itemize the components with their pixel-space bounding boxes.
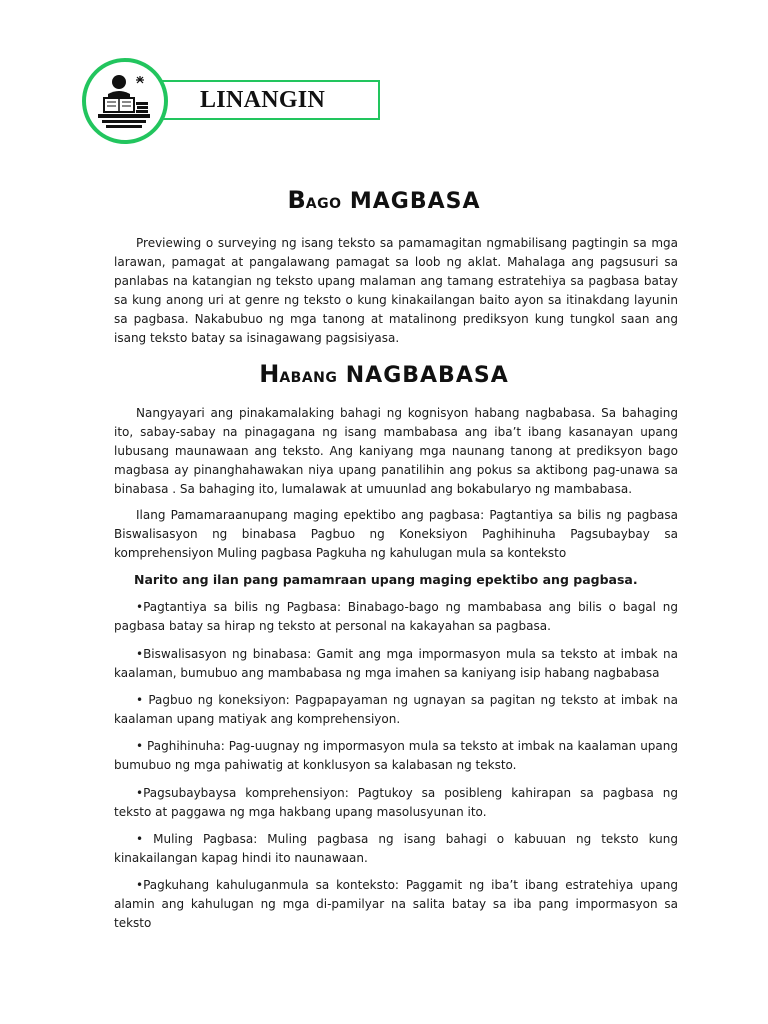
list-item: • Paghihinuha: Pag-uugnay ng impormasyon mula sa teksto at imbak na kaalaman upang bumubuo ng mga pahiwatig at konklusyon sa kalabasan ng teksto.: [114, 739, 678, 772]
heading-small-caps: ABANG: [279, 370, 338, 386]
list-item: •Pagkuhang kahuluganmula sa konteksto: Paggamit ng iba’t ibang estratehiya upang alamin ang kahulugan ng mga di-pamilyar na salita batay sa iba pang impormasyon sa teksto: [114, 878, 678, 930]
banner-title: LINANGIN: [200, 86, 326, 113]
heading-rest: NAGBABASA: [345, 363, 509, 388]
list-item: •Pagtantiya sa bilis ng Pagbasa: Binabago-bago ng mambabasa ang bilis o bagal ng pagbasa batay sa hirap ng teksto at personal na kakayahan sa pagbasa.: [114, 600, 678, 633]
list-item: • Pagbuo ng koneksiyon: Pagpapayaman ng ugnayan sa pagitan ng teksto at imbak na kaalaman upang matiyak ang komprehensiyon.: [114, 693, 678, 726]
paragraph-ilang-pamamaraan: Ilang Pamamaraanupang maging epektibo ang pagbasa: Pagtantiya sa bilis ng pagbasa Biswalisasyon ng binabasa Pagbuo ng Koneksiyon Paghihinuha Pagsubaybay sa komprehensiyon Muling pagbasa Pagkuha ng kahulugan mula sa konteksto: [114, 508, 678, 560]
banner-title-box: [142, 80, 380, 120]
banner-icon-circle: [82, 58, 168, 144]
heading-first-letter: B: [287, 186, 306, 214]
paragraph-bago-magbasa: Previewing o surveying ng isang teksto sa pamamagitan ngmabilisang pagtingin sa mga larawan, pamagat at pangalawang pamagat sa loob ng aklat. Mahalaga ang pagsusuri sa panlabas na katangian ng teksto upang malaman ang tamang estratehiya sa pagbasa batay sa kung anong uri at genre ng teksto o kung kinakailangan baito ayon sa itinakdang layunin sa pagbasa. Nakabubuo ng mga tanong at matalinong prediksyon kung tungkol saan ang isang teksto batay sa isinagawang pagsisiyasa.: [114, 236, 678, 345]
heading-habang-nagbabasa: [0, 360, 768, 388]
list-item: •Biswalisasyon ng binabasa: Gamit ang mga impormasyon mula sa teksto at imbak na kaalaman, bumubuo ang mambabasa ng mga imahen sa kaniyang isip habang nagbabasa: [114, 647, 678, 680]
heading-first-letter: H: [259, 360, 280, 388]
list-item: • Muling Pagbasa: Muling pagbasa ng isang bahagi o kabuuan ng teksto kung kinakailangan kapag hindi ito naunawaan.: [114, 832, 678, 865]
heading-rest: MAGBASA: [349, 189, 481, 214]
heading-small-caps: AGO: [305, 196, 342, 212]
heading-bago-magbasa: [0, 186, 768, 214]
paragraph-narito: Narito ang ilan pang pamamraan upang maging epektibo ang pagbasa.: [134, 572, 638, 587]
list-item: •Pagsubaybaysa komprehensiyon: Pagtukoy sa posibleng kahirapan sa pagbasa ng teksto at paggawa ng mga hakbang upang masolusyunan ito.: [114, 786, 678, 819]
paragraph-nangyayari: Nangyayari ang pinakamalaking bahagi ng kognisyon habang nagbabasa. Sa bahaging ito, sabay-sabay na pinagagana ng isang mambabasa ang iba’t ibang kasanayan upang lubusang maunawaan ang teksto. Ang kaniyang mga naunang tanong at prediksyon bago magbasa ay pinanghahawakan niya upang panatilihin ang pokus sa aktibong pag-unawa sa binabasa . Sa bahaging ito, lumalawak at umuunlad ang bokabularyo ng mambabasa.: [114, 406, 678, 496]
linangin-banner: [82, 58, 392, 148]
reader-icon: [96, 72, 154, 130]
